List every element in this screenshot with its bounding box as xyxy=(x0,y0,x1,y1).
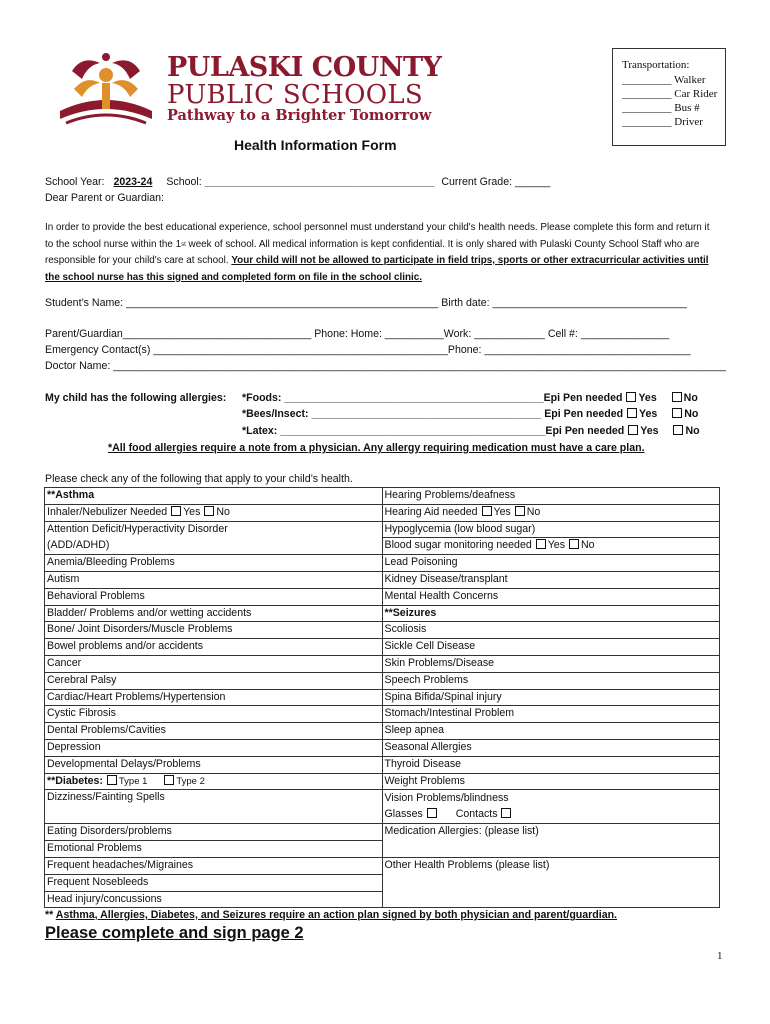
condition-sleep[interactable]: Sleep apnea xyxy=(382,723,720,740)
condition-add[interactable]: Attention Deficit/Hyperactivity Disorder xyxy=(45,521,383,538)
condition-depression[interactable]: Depression xyxy=(45,739,383,756)
condition-cardiac[interactable]: Cardiac/Heart Problems/Hypertension xyxy=(45,689,383,706)
allergy-note: *All food allergies require a note from a physician. Any allergy requiring medication must have a care plan. xyxy=(108,442,645,454)
bsm-label: Blood sugar monitoring needed xyxy=(384,539,532,552)
condition-cp[interactable]: Cerebral Palsy xyxy=(45,672,383,689)
condition-eating[interactable]: Eating Disorders/problems xyxy=(45,824,383,841)
type2-label: Type 2 xyxy=(176,775,205,787)
condition-hearing[interactable]: Hearing Problems/deafness xyxy=(382,488,720,505)
latex-yes-label: Yes xyxy=(640,425,659,437)
checklist-heading: Please check any of the following that apply to your child’s health. xyxy=(45,473,353,485)
latex-epi-yes-checkbox[interactable] xyxy=(628,425,638,435)
allergy-foods-row xyxy=(242,392,698,404)
condition-seizures[interactable]: **Seizures xyxy=(382,605,720,622)
allergy-bees-row xyxy=(242,408,698,420)
condition-speech[interactable]: Speech Problems xyxy=(382,672,720,689)
allergy-latex-field[interactable]: *Latex: _____________________________________________Epi Pen needed xyxy=(242,425,625,437)
condition-scoliosis[interactable]: Scoliosis xyxy=(382,622,720,639)
condition-bowel[interactable]: Bowel problems and/or accidents xyxy=(45,639,383,656)
health-conditions-table xyxy=(44,487,720,908)
condition-add-abbrev: (ADD/ADHD) xyxy=(45,538,383,555)
school-label: School: xyxy=(166,176,202,188)
contacts-label: Contacts xyxy=(455,808,498,821)
transport-option-walker[interactable]: _________ Walker xyxy=(622,74,706,86)
foods-yes-label: Yes xyxy=(638,392,657,404)
bees-yes-label: Yes xyxy=(639,408,658,420)
hearing-aid-no-checkbox[interactable] xyxy=(515,506,525,516)
table-row xyxy=(45,874,720,891)
condition-spina[interactable]: Spina Bifida/Spinal injury xyxy=(382,689,720,706)
intro-text-2: week of school. All medical information is kept confidential. It is only shared with Pulaski County School Staff who are responsible for your child's care at school. xyxy=(45,238,700,266)
greeting: Dear Parent or Guardian: xyxy=(45,192,164,204)
bees-epi-yes-checkbox[interactable] xyxy=(627,408,637,418)
table-row xyxy=(45,605,720,622)
allergies-lead: My child has the following allergies: xyxy=(45,392,227,404)
condition-headaches[interactable]: Frequent headaches/Migraines xyxy=(45,857,383,874)
table-row xyxy=(45,655,720,672)
condition-asthma[interactable]: **Asthma xyxy=(45,488,383,505)
inhaler-label: Inhaler/Nebulizer Needed xyxy=(47,505,168,518)
table-row xyxy=(45,723,720,740)
table-row xyxy=(45,488,720,505)
table-row xyxy=(45,639,720,656)
intro-emphasis: Your child will not be allowed to participate in field trips, sports or other extracurricular activities until the school nurse has this signed and completed form on file in the school clinic. xyxy=(45,255,709,283)
table-row xyxy=(45,824,720,841)
glasses-checkbox[interactable] xyxy=(427,808,437,818)
table-row xyxy=(45,538,720,555)
condition-dental[interactable]: Dental Problems/Cavities xyxy=(45,723,383,740)
condition-bone[interactable]: Bone/ Joint Disorders/Muscle Problems xyxy=(45,622,383,639)
condition-seasonal[interactable]: Seasonal Allergies xyxy=(382,739,720,756)
condition-mental[interactable]: Mental Health Concerns xyxy=(382,588,720,605)
table-row xyxy=(45,571,720,588)
other-problems-space-2[interactable] xyxy=(382,891,720,908)
table-row xyxy=(45,588,720,605)
other-problems-field[interactable]: Other Health Problems (please list) xyxy=(382,857,720,874)
action-plan-text: Asthma, Allergies, Diabetes, and Seizures require an action plan signed by both physician and parent/guardian. xyxy=(55,909,618,921)
inhaler-yes-label: Yes xyxy=(183,505,201,518)
table-row xyxy=(45,739,720,756)
condition-cf[interactable]: Cystic Fibrosis xyxy=(45,706,383,723)
foods-epi-yes-checkbox[interactable] xyxy=(626,392,636,402)
condition-anemia[interactable]: Anemia/Bleeding Problems xyxy=(45,555,383,572)
transportation-box xyxy=(612,48,726,146)
condition-devdelay[interactable]: Developmental Delays/Problems xyxy=(45,756,383,773)
inhaler-no-label: No xyxy=(216,505,230,518)
condition-autism[interactable]: Autism xyxy=(45,571,383,588)
condition-nosebleeds[interactable]: Frequent Nosebleeds xyxy=(45,874,383,891)
bsm-cell xyxy=(382,538,720,555)
org-name-line2: PUBLIC SCHOOLS xyxy=(167,80,424,110)
doctor-name-field[interactable]: Doctor Name: ________________________________________________________________________________________________________ xyxy=(45,360,727,372)
condition-hypoglycemia[interactable]: Hypoglycemia (low blood sugar) xyxy=(382,521,720,538)
emergency-contact-field[interactable]: Emergency Contact(s) __________________________________________________Phone: ___________________________________ xyxy=(45,344,691,356)
allergy-latex-row xyxy=(242,425,700,437)
condition-lead[interactable]: Lead Poisoning xyxy=(382,555,720,572)
transportation-title: Transportation: xyxy=(622,59,690,71)
medication-allergies-field[interactable]: Medication Allergies: (please list) xyxy=(382,824,720,841)
transport-option-driver[interactable]: _________ Driver xyxy=(622,116,703,128)
table-row xyxy=(45,672,720,689)
hearing-aid-cell xyxy=(382,504,720,521)
diabetes-type2-checkbox[interactable] xyxy=(164,775,174,785)
intro-sup: st xyxy=(181,241,186,248)
transport-option-car-rider[interactable]: _________ Car Rider xyxy=(622,88,718,100)
bsm-yes-checkbox[interactable] xyxy=(536,539,546,549)
table-row xyxy=(45,891,720,908)
school-year-label: School Year: xyxy=(45,176,105,188)
bees-epi-no-checkbox[interactable] xyxy=(672,408,682,418)
medication-allergies-space[interactable] xyxy=(382,841,720,858)
foods-epi-no-checkbox[interactable] xyxy=(672,392,682,402)
type1-label: Type 1 xyxy=(118,775,148,787)
diabetes-cell xyxy=(45,773,383,790)
action-plan-prefix: ** xyxy=(45,909,56,921)
footer-instruction: Please complete and sign page 2 xyxy=(45,924,304,942)
condition-bladder[interactable]: Bladder/ Problems and/or wetting accidents xyxy=(45,605,383,622)
condition-emotional[interactable]: Emotional Problems xyxy=(45,841,383,858)
action-plan-note xyxy=(45,909,617,921)
table-row xyxy=(45,555,720,572)
school-year-value[interactable]: 2023-24 xyxy=(113,176,153,188)
table-row xyxy=(45,521,720,538)
table-row xyxy=(45,504,720,521)
org-tagline: Pathway to a Brighter Tomorrow xyxy=(167,107,432,124)
glasses-label: Glasses xyxy=(384,808,423,821)
condition-headinjury[interactable]: Head injury/concussions xyxy=(45,891,383,908)
condition-behavioral[interactable]: Behavioral Problems xyxy=(45,588,383,605)
bsm-no-label: No xyxy=(580,539,595,552)
inhaler-yes-checkbox[interactable] xyxy=(171,506,181,516)
table-row xyxy=(45,773,720,790)
latex-no-label: No xyxy=(685,425,700,437)
table-row xyxy=(45,689,720,706)
foods-no-label: No xyxy=(683,392,698,404)
bsm-yes-label: Yes xyxy=(547,539,565,552)
table-row xyxy=(45,841,720,858)
table-row xyxy=(45,706,720,723)
condition-stomach[interactable]: Stomach/Intestinal Problem xyxy=(382,706,720,723)
bees-no-label: No xyxy=(684,408,699,420)
grade-label: Current Grade: xyxy=(441,176,513,188)
grade-input[interactable]: ______ xyxy=(514,176,551,188)
other-problems-space[interactable] xyxy=(382,874,720,891)
latex-epi-no-checkbox[interactable] xyxy=(673,425,683,435)
hearing-aid-label: Hearing Aid needed xyxy=(384,505,478,518)
diabetes-type1-checkbox[interactable] xyxy=(107,775,117,785)
student-name-field[interactable]: Student’s Name: _____________________________________________________ Birth date: _________________________________ xyxy=(45,297,687,309)
table-row xyxy=(45,857,720,874)
hearing-aid-no-label: No xyxy=(526,505,541,518)
condition-kidney[interactable]: Kidney Disease/transplant xyxy=(382,571,720,588)
parent-guardian-field[interactable]: Parent/Guardian________________________________ Phone: Home: __________Work: ____________ Cell #: _______________ xyxy=(45,328,670,340)
inhaler-no-checkbox[interactable] xyxy=(204,506,214,516)
condition-cancer[interactable]: Cancer xyxy=(45,655,383,672)
inhaler-cell xyxy=(45,504,383,521)
form-title: Health Information Form xyxy=(234,137,397,153)
diabetes-label: **Diabetes: xyxy=(47,774,103,787)
condition-thyroid[interactable]: Thyroid Disease xyxy=(382,756,720,773)
table-row xyxy=(45,756,720,773)
vision-label[interactable]: Vision Problems/blindness xyxy=(384,792,509,805)
intro-paragraph xyxy=(45,220,720,286)
condition-dizziness[interactable]: Dizziness/Fainting Spells xyxy=(45,790,383,824)
allergy-bees-field[interactable]: *Bees/Insect: _______________________________________ Epi Pen needed xyxy=(242,408,624,420)
condition-skin[interactable]: Skin Problems/Disease xyxy=(382,655,720,672)
hearing-aid-yes-checkbox[interactable] xyxy=(482,506,492,516)
org-name-line1: PULASKI COUNTY xyxy=(167,52,442,83)
transport-option-bus[interactable]: _________ Bus # xyxy=(622,102,700,114)
vision-cell xyxy=(382,790,720,824)
school-logo-icon xyxy=(52,49,160,131)
condition-weight[interactable]: Weight Problems xyxy=(382,773,720,790)
table-row xyxy=(45,790,720,824)
bsm-no-checkbox[interactable] xyxy=(569,539,579,549)
table-row xyxy=(45,622,720,639)
school-year-row xyxy=(45,176,550,188)
school-input[interactable]: _______________________________________ xyxy=(204,176,435,188)
intro-text-1: In order to provide the best educational experience, school personnel must understand your child's health needs. Please complete this form and return it to the school nurse within the 1 xyxy=(45,222,710,250)
contacts-checkbox[interactable] xyxy=(501,808,511,818)
hearing-aid-yes-label: Yes xyxy=(493,505,511,518)
page-number: 1 xyxy=(717,950,723,962)
condition-sickle[interactable]: Sickle Cell Disease xyxy=(382,639,720,656)
allergy-foods-field[interactable]: *Foods: ____________________________________________Epi Pen needed xyxy=(242,392,623,404)
